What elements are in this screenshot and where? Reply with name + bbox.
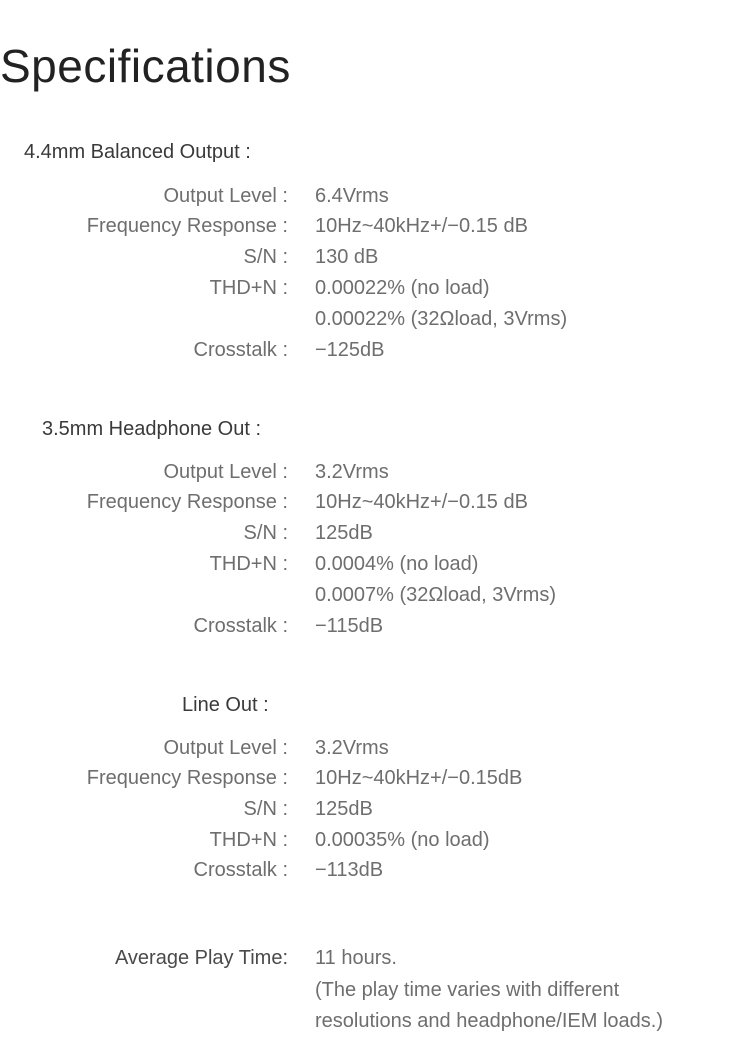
spec-label-thdn: THD+N : [209, 277, 288, 299]
spec-label-play-time: Average Play Time: [114, 947, 288, 969]
spec-value-crosstalk: −113dB [315, 859, 384, 881]
spec-label-sn: S/N : [243, 798, 288, 820]
section-heading: Line Out : [182, 694, 269, 716]
page-title: Specifications [0, 40, 291, 92]
spec-value-play-time: 11 hours. [315, 947, 397, 969]
spec-value-thdn: 0.00035% (no load) [315, 829, 490, 851]
spec-value-crosstalk: −125dB [315, 339, 385, 361]
spec-label-output-level: Output Level : [163, 737, 288, 759]
spec-label-frequency-response: Frequency Response : [86, 767, 288, 789]
spec-label-sn: S/N : [243, 522, 288, 544]
spec-label-crosstalk: Crosstalk : [193, 339, 288, 361]
spec-label-frequency-response: Frequency Response : [86, 491, 288, 513]
spec-label-thdn: THD+N : [209, 829, 288, 851]
spec-value-sn: 125dB [315, 798, 373, 820]
play-time-note-line-1: (The play time varies with different [315, 979, 620, 1001]
spec-value-thdn: 0.00022% (no load) [315, 277, 490, 299]
spec-value-thdn-loaded: 0.00022% (32Ωload, 3Vrms) [315, 308, 568, 330]
spec-value-frequency-response: 10Hz~40kHz+/−0.15 dB [315, 215, 528, 237]
spec-value-thdn: 0.0004% (no load) [315, 553, 479, 575]
spec-value-frequency-response: 10Hz~40kHz+/−0.15dB [315, 767, 523, 789]
spec-value-sn: 130 dB [315, 246, 379, 268]
spec-label-thdn: THD+N : [209, 553, 288, 575]
spec-label-output-level: Output Level : [163, 461, 288, 483]
spec-label-crosstalk: Crosstalk : [193, 615, 288, 637]
spec-value-output-level: 3.2Vrms [315, 461, 389, 483]
spec-value-crosstalk: −115dB [315, 615, 384, 637]
spec-value-sn: 125dB [315, 522, 373, 544]
spec-value-thdn-loaded: 0.0007% (32Ωload, 3Vrms) [315, 584, 556, 606]
section-heading: 3.5mm Headphone Out : [42, 418, 262, 440]
spec-value-frequency-response: 10Hz~40kHz+/−0.15 dB [315, 491, 528, 513]
spec-label-output-level: Output Level : [163, 185, 288, 207]
spec-value-output-level: 3.2Vrms [315, 737, 389, 759]
play-time-note-line-2: resolutions and headphone/IEM loads.) [315, 1010, 664, 1032]
spec-value-output-level: 6.4Vrms [315, 185, 389, 207]
spec-label-frequency-response: Frequency Response : [86, 215, 288, 237]
section-heading: 4.4mm Balanced Output : [24, 141, 251, 163]
spec-label-crosstalk: Crosstalk : [193, 859, 288, 881]
spec-label-sn: S/N : [243, 246, 288, 268]
